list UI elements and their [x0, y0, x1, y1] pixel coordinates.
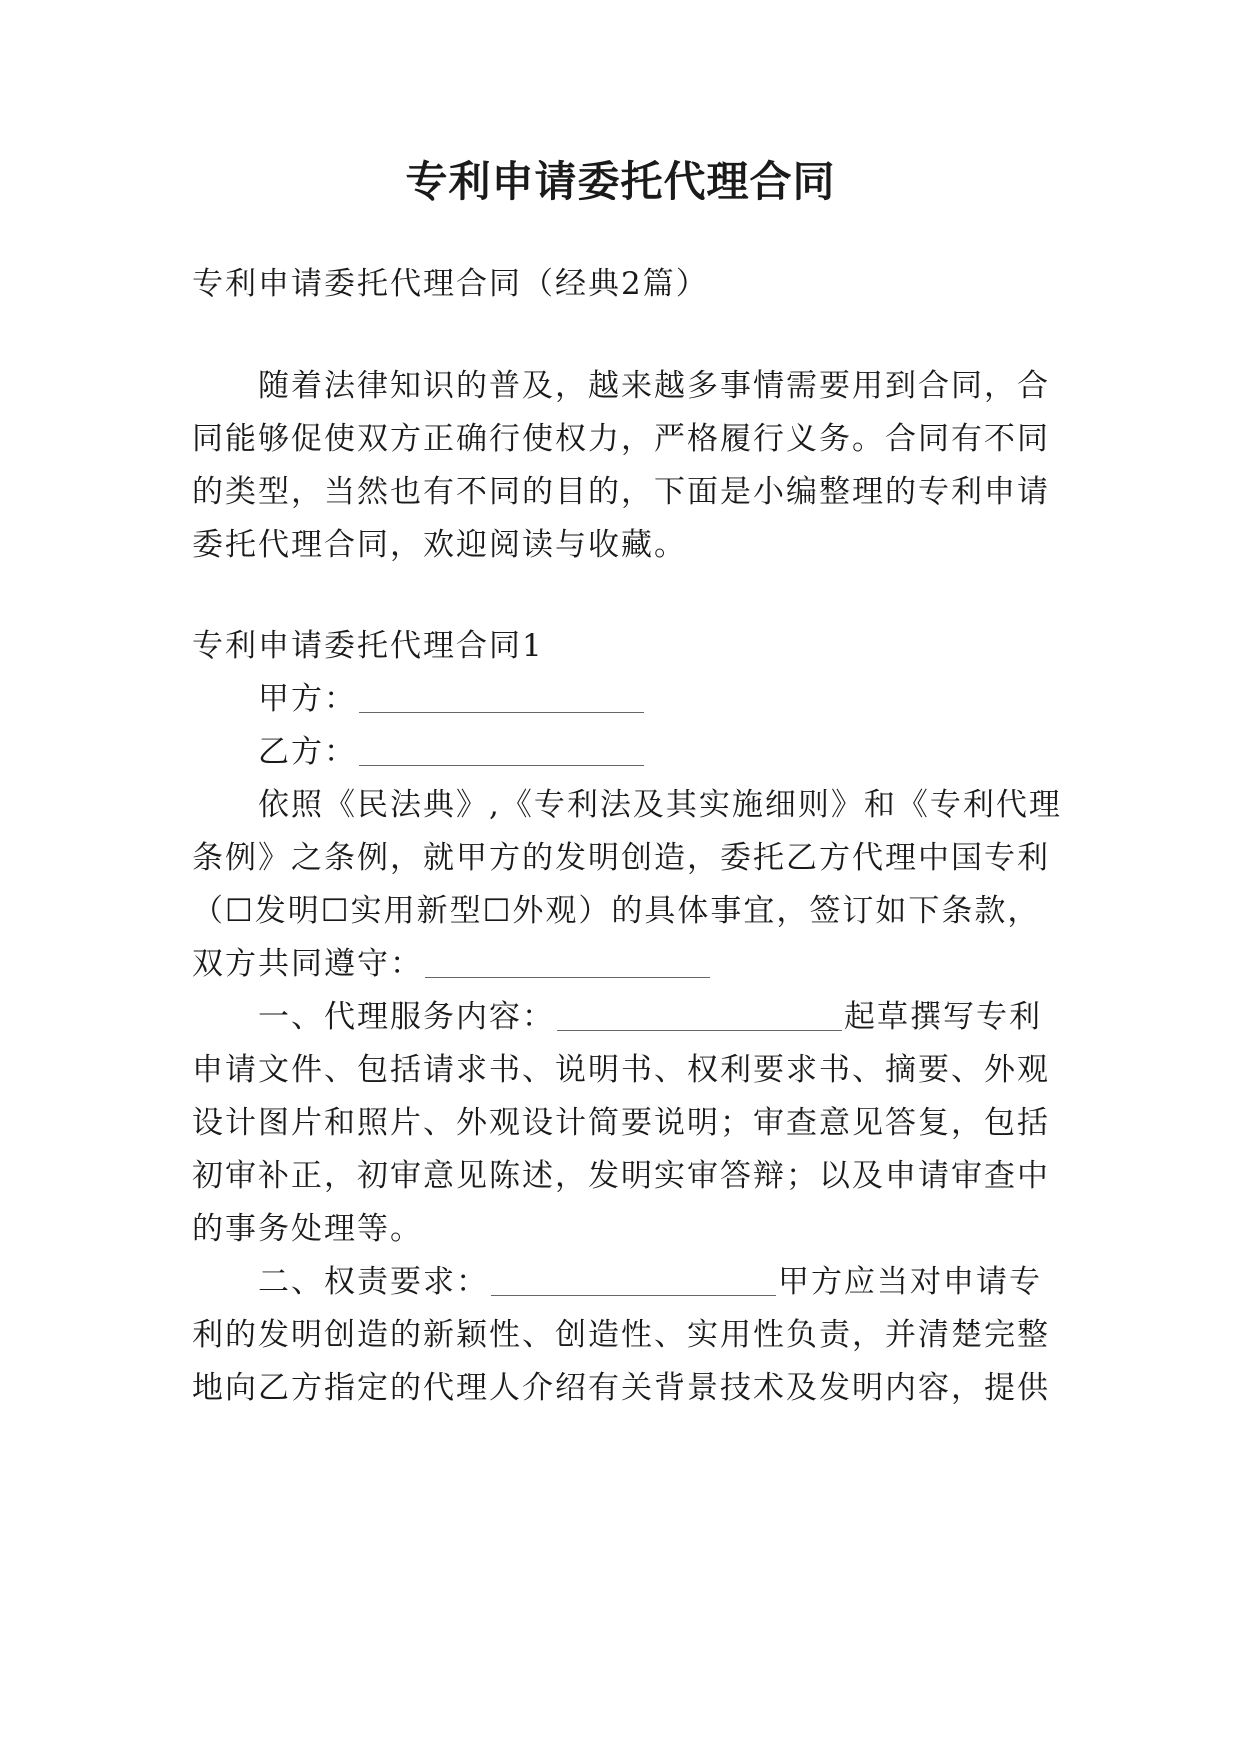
party-a-blank	[359, 682, 644, 713]
clause1-label: 一、代理服务内容：	[258, 999, 555, 1035]
basis-line-4	[192, 942, 712, 986]
basis-last-label: 双方共同遵守：	[192, 946, 423, 982]
section1-heading: 专利申请委托代理合同1	[192, 628, 544, 664]
clause1-blank	[557, 1000, 842, 1031]
intro-line-3: 的类型，当然也有不同的目的，下面是小编整理的专利申请	[192, 474, 1050, 510]
clause2-line-2: 地向乙方指定的代理人介绍有关背景技术及发明内容，提供	[192, 1370, 1050, 1406]
clause1-after: 起草撰写专利	[844, 999, 1042, 1035]
intro-line-4: 委托代理合同，欢迎阅读与收藏。	[192, 527, 687, 563]
clause1-line-4: 的事务处理等。	[192, 1211, 423, 1247]
clause2-row	[258, 1260, 1042, 1304]
clause2-label: 二、权责要求：	[258, 1264, 489, 1300]
basis-line-3: （☐发明☐实用新型☐外观）的具体事宜，签订如下条款，	[192, 893, 1041, 929]
clause1-line-3: 初审补正，初审意见陈述，发明实审答辩；以及申请审查中	[192, 1158, 1050, 1194]
intro-line-2: 同能够促使双方正确行使权力，严格履行义务。合同有不同	[192, 421, 1050, 457]
basis-blank	[425, 947, 710, 978]
party-a-label: 甲方：	[258, 681, 357, 717]
basis-line-1: 依照《民法典》,《专利法及其实施细则》和《专利代理	[258, 787, 1062, 823]
document-title: 专利申请委托代理合同	[405, 157, 836, 206]
intro-line-1: 随着法律知识的普及，越来越多事情需要用到合同，合	[258, 368, 1050, 404]
party-b-blank	[359, 735, 644, 766]
clause2-blank	[491, 1265, 776, 1296]
document-subtitle: 专利申请委托代理合同（经典2篇）	[192, 266, 709, 302]
clause2-line-1: 利的发明创造的新颖性、创造性、实用性负责，并清楚完整	[192, 1317, 1050, 1353]
clause1-line-1: 申请文件、包括请求书、说明书、权利要求书、摘要、外观	[192, 1052, 1050, 1088]
basis-line-2: 条例》之条例，就甲方的发明创造，委托乙方代理中国专利	[192, 840, 1050, 876]
clause1-line-2: 设计图片和照片、外观设计简要说明；审查意见答复，包括	[192, 1105, 1050, 1141]
clause2-after: 甲方应当对申请专	[778, 1264, 1042, 1300]
party-a-row	[258, 677, 646, 721]
party-b-row	[258, 730, 646, 774]
party-b-label: 乙方：	[258, 734, 357, 770]
clause1-row	[258, 995, 1042, 1039]
